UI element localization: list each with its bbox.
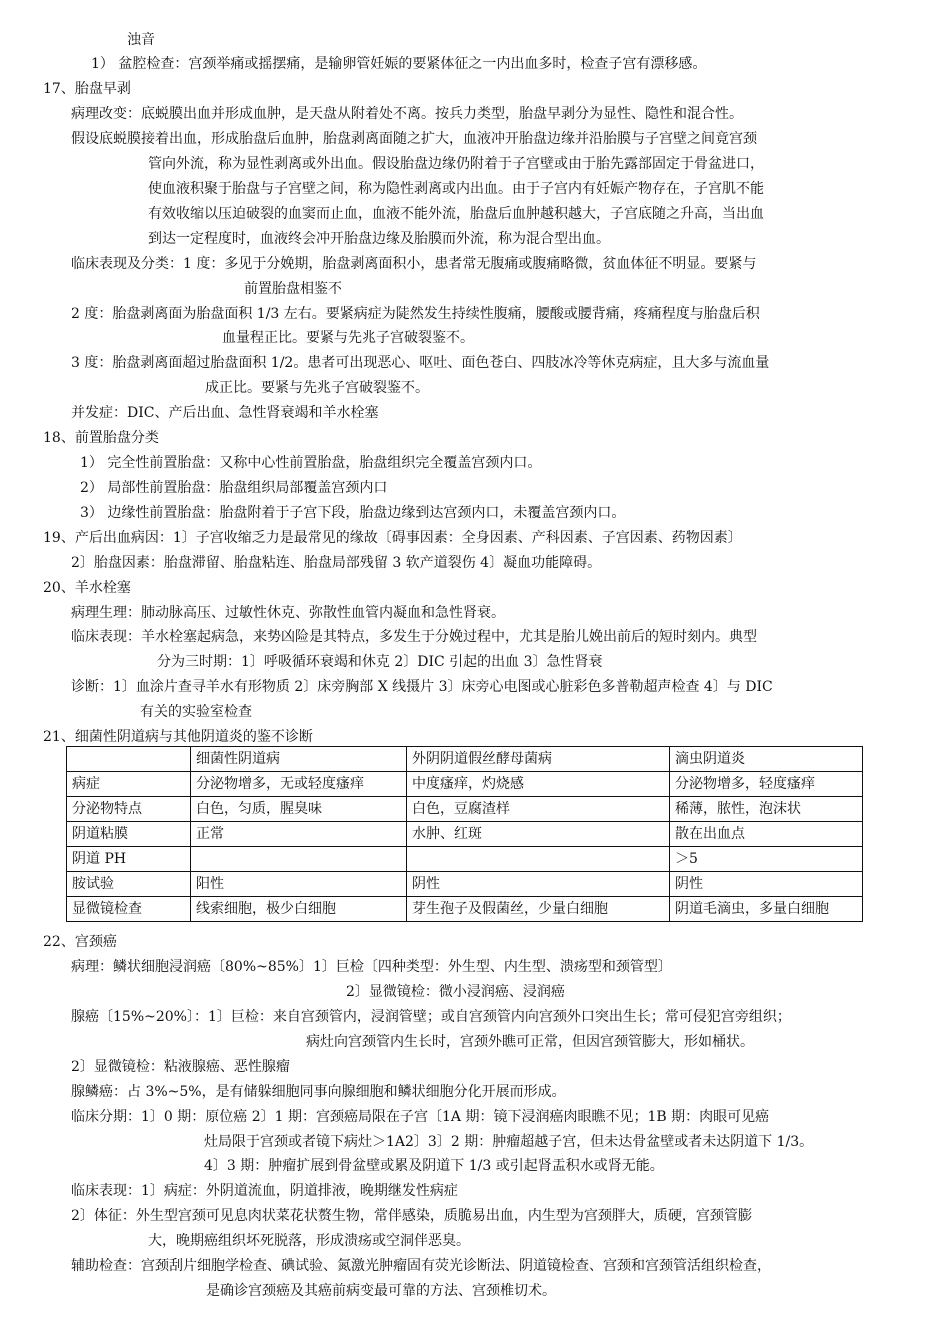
s18-list-item: 1） 完全性前置胎盘：又称中心性前置胎盘，胎盘组织完全覆盖宫颈内口。 [80, 455, 542, 471]
s18-list-item: 2） 局部性前置胎盘：胎盘组织局部覆盖宫颈内口 [80, 480, 388, 496]
table-header-cell: 外阴阴道假丝酵母菌病 [407, 747, 670, 772]
s20-diagnosis-line: 有关的实验室检查 [140, 704, 252, 720]
s22-staging-line: 4〕3 期：肿瘤扩展到骨盆壁或累及阴道下 1/3 或引起肾盂积水或肾无能。 [204, 1158, 664, 1174]
table-cell: ＞5 [670, 847, 863, 872]
section-17-heading: 17、胎盘早剥 [43, 81, 131, 97]
table-cell: 阴性 [407, 872, 670, 897]
table-cell: 芽生孢子及假菌丝，少量白细胞 [407, 897, 670, 922]
table-cell: 白色，豆腐渣样 [407, 797, 670, 822]
table-header-cell: 滴虫阴道炎 [670, 747, 863, 772]
s18-list-item: 3） 边缘性前置胎盘：胎盘附着于子宫下段，胎盘边缘到达宫颈内口，未覆盖宫颈内口。 [80, 505, 626, 521]
s22-signs-line: 2〕体征：外生型宫颈可见息肉状菜花状赘生物，常伴感染，质脆易出血，内生型为宫颈胖大，质硬，宫颈管膨 [71, 1208, 752, 1224]
table-row [67, 772, 863, 797]
table-cell: 分泌物增多，轻度瘙痒 [670, 772, 863, 797]
table-row [67, 822, 863, 847]
s20-clinical-line: 分为三时期：1〕呼吸循环衰竭和休克 2〕DIC 引起的出血 3〕急性肾衰 [157, 654, 603, 670]
table-row [67, 897, 863, 922]
table-cell: 阴性 [670, 872, 863, 897]
s22-auxiliary-line: 辅助检查：宫颈刮片细胞学检查、碘试验、氮激光肿瘤固有荧光诊断法、阴道镜检查、宫颈和宫颈管活组织检查， [71, 1258, 771, 1274]
fragment-line: 浊音 [127, 32, 155, 48]
table-cell: 显微镜检查 [67, 897, 191, 922]
table-cell: 分泌物特点 [67, 797, 191, 822]
table-cell: 白色，匀质，腥臭味 [191, 797, 407, 822]
s22-staging-line: 灶局限于宫颈或者镜下病灶＞1A2〕3〕2 期：肿瘤超越子宫，但未达骨盆壁或者未达阴道下 1/3。 [204, 1134, 814, 1150]
pelvic-exam-line: 1） 盆腔检查：宫颈举痛或摇摆痛，是输卵管妊娠的要紧体征之一内出血多时，检查子宫有漂移感。 [91, 56, 707, 72]
s17-degree-2-line: 血量程正比。要紧与先兆子宫破裂鉴不。 [222, 330, 474, 346]
section-18-heading: 18、前置胎盘分类 [43, 430, 159, 446]
table-row [67, 872, 863, 897]
table-cell: 稀薄，脓性，泡沫状 [670, 797, 863, 822]
s20-pathophysiology: 病理生理：肺动脉高压、过敏性休克、弥散性血管内凝血和急性肾衰。 [71, 605, 505, 621]
s17-paragraph-line: 管向外流，称为显性剥离或外出血。假设胎盘边缘仍附着于子宫壁或由于胎先露部固定于骨盆进口， [148, 156, 764, 172]
s20-clinical-line: 临床表现：羊水栓塞起病急，来势凶险是其特点，多发生于分娩过程中，尤其是胎儿娩出前后的短时刻内。典型 [71, 629, 757, 645]
table-cell: 阴道粘膜 [67, 822, 191, 847]
table-row [67, 847, 863, 872]
s22-adenosquamous-line: 腺鳞癌：占 3%~5%，是有储躲细胞同事向腺细胞和鳞状细胞分化开展而形成。 [71, 1084, 566, 1100]
s22-adenocarcinoma-line: 病灶向宫颈管内生长时，宫颈外瞧可正常，但因宫颈管膨大，形如桶状。 [306, 1034, 754, 1050]
s22-clinical-line: 临床表现：1〕病症：外阴道流血，阴道排液，晚期继发性病症 [71, 1183, 458, 1199]
s17-paragraph-line: 有效收缩以压迫破裂的血窦而止血，血液不能外流，胎盘后血肿越积越大，子宫底随之升高，当出血 [148, 206, 764, 222]
table-cell: 散在出血点 [670, 822, 863, 847]
s17-clinical-line: 临床表现及分类：1 度：多见于分娩期，胎盘剥离面积小，患者常无腹痛或腹痛略微，贫血体征不明显。要紧与 [71, 256, 757, 272]
section-21-heading: 21、细菌性阴道病与其他阴道炎的鉴不诊断 [43, 729, 313, 745]
table-cell [407, 847, 670, 872]
vaginitis-comparison-table [66, 746, 863, 922]
table-header-row [67, 747, 863, 772]
s17-clinical-line: 前置胎盘相鉴不 [244, 281, 342, 297]
table-cell: 胺试验 [67, 872, 191, 897]
s20-diagnosis-line: 诊断：1〕血涂片查寻羊水有形物质 2〕床旁胸部 X 线摄片 3〕床旁心电图或心脏彩色多普勒超声检查 4〕与 DIC [71, 679, 773, 695]
table-header-cell [67, 747, 191, 772]
s22-signs-line: 大，晚期癌组织坏死脱落，形成溃疡或空洞伴恶臭。 [148, 1233, 470, 1249]
table-cell: 中度瘙痒，灼烧感 [407, 772, 670, 797]
table-cell: 水肿、红斑 [407, 822, 670, 847]
table-cell: 阳性 [191, 872, 407, 897]
table-cell: 阴道 PH [67, 847, 191, 872]
table-cell: 病症 [67, 772, 191, 797]
section-22-heading: 22、宫颈癌 [43, 934, 117, 950]
s17-paragraph-line: 使血液积聚于胎盘与子宫壁之间，称为隐性剥离或内出血。由于子宫内有妊娠产物存在，子宫肌不能 [148, 181, 764, 197]
s22-adenocarcinoma-line: 腺癌〔15%~20%〕：1〕巨检：来自宫颈管内，浸润管壁；或自宫颈管内向宫颈外口突出生长；常可侵犯宫旁组织； [71, 1009, 791, 1025]
s22-pathology-line: 2〕显微镜检：微小浸润癌、浸润癌 [346, 984, 565, 1000]
s17-paragraph-line: 到达一定程度时，血液终会冲开胎盘边缘及胎膜而外流，称为混合型出血。 [148, 231, 610, 247]
s22-auxiliary-line: 是确诊宫颈癌及其癌前病变最可靠的方法、宫颈椎切术。 [206, 1283, 556, 1299]
s22-pathology-line: 病理：鳞状细胞浸润癌〔80%~85%〕1〕巨检〔四种类型：外生型、内生型、溃疡型和颈管型〕 [71, 959, 672, 975]
table-cell: 正常 [191, 822, 407, 847]
s19-line: 2〕胎盘因素：胎盘滞留、胎盘粘连、胎盘局部残留 3 软产道裂伤 4〕凝血功能障碍。 [71, 555, 602, 571]
table-cell: 分泌物增多，无或轻度瘙痒 [191, 772, 407, 797]
s17-paragraph-line: 假设底蜕膜接着出血，形成胎盘后血肿，胎盘剥离面随之扩大，血液冲开胎盘边缘并沿胎膜与子宫壁之间竟宫颈 [71, 131, 757, 147]
section-20-heading: 20、羊水栓塞 [43, 580, 131, 596]
s17-complication: 并发症：DIC、产后出血、急性肾衰竭和羊水栓塞 [71, 405, 379, 421]
table-row [67, 797, 863, 822]
s22-staging-line: 临床分期：1〕0 期：原位癌 2〕1 期：宫颈癌局限在子宫〔1A 期：镜下浸润癌肉眼瞧不见；1B 期：肉眼可见癌 [71, 1109, 770, 1125]
s22-microscopy-line: 2〕显微镜检：粘液腺癌、恶性腺瘤 [71, 1059, 290, 1075]
s17-degree-3-line: 3 度：胎盘剥离面超过胎盘面积 1/2。患者可出现恶心、呕吐、面色苍白、四肢冰冷等休克病症，且大多与流血量 [71, 355, 770, 371]
section-19-heading: 19、产后出血病因：1〕子宫收缩乏力是最常见的缘故〔碍事因素：全身因素、产科因素、子宫因素、药物因素〕 [43, 530, 742, 546]
s17-pathology: 病理改变：底蜕膜出血并形成血肿，是天盘从附着处不离。按兵力类型，胎盘早剥分为显性、隐性和混合性。 [71, 106, 743, 122]
s17-degree-2-line: 2 度：胎盘剥离面为胎盘面积 1/3 左右。要紧病症为陡然发生持续性腹痛，腰酸或腰背痛，疼痛程度与胎盘后积 [71, 306, 760, 322]
table-header-cell: 细菌性阴道病 [191, 747, 407, 772]
table-cell [191, 847, 407, 872]
s17-degree-3-line: 成正比。要紧与先兆子宫破裂鉴不。 [205, 380, 429, 396]
table-cell: 线索细胞，极少白细胞 [191, 897, 407, 922]
table-cell: 阴道毛滴虫，多量白细胞 [670, 897, 863, 922]
